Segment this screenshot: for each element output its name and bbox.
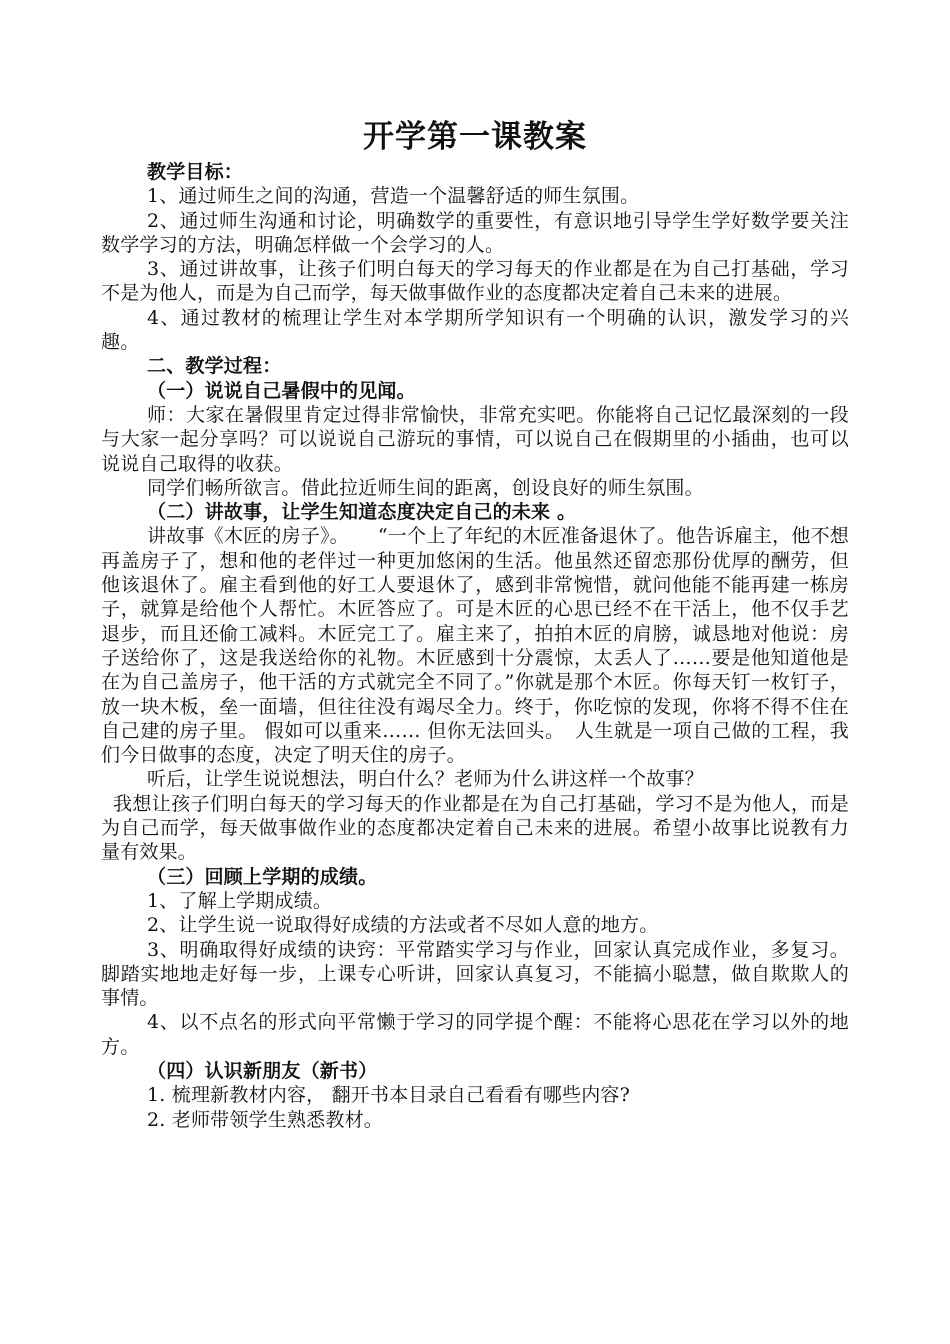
objectives-heading: 教学目标： [147, 161, 244, 183]
list-item: 4、以不点名的形式向平常懒于学习的同学提个醒：不能将心思花在学习以外的地方。 [101, 1011, 849, 1058]
section-heading: （一）说说自己暑假中的见闻。 [147, 379, 416, 402]
list-item: 3、明确取得好成绩的诀窍：平常踏实学习与作业，回家认真完成作业，多复习。脚踏实地地走好每一步，上课专心听讲，回家认真复习，不能搞小聪慧，做自欺欺人的事情。 [101, 938, 849, 1010]
list-item: 1、了解上学期成绩。 [147, 889, 333, 912]
objective-item: 1、通过师生之间的沟通，营造一个温馨舒适的师生氛围。 [147, 185, 640, 208]
document-body [101, 160, 849, 1132]
page-title: 开学第一课教案 [363, 119, 587, 155]
section-heading: （四）认识新朋友（新书） [147, 1059, 378, 1082]
paragraph: 我想让孩子们明白每天的学习每天的作业都是在为自己打基础，学习不是为他人，而是为自己而学，每天做事做作业的态度都决定着自己未来的进展。希望小故事比说教有力量有效果。 [101, 792, 849, 864]
list-item: 1. 梳理新教材内容， 翻开书本目录自己看看有哪些内容? [147, 1084, 630, 1107]
objective-item: 4、通过教材的梳理让学生对本学期所学知识有一个明确的认识，激发学习的兴趣。 [101, 306, 849, 354]
story-paragraph: 讲故事《木匠的房子》。 “一个上了年纪的木匠准备退休了。他告诉雇主，他不想再盖房子了，想和他的老伴过一种更加悠闲的生活。他虽然还留恋那份优厚的酬劳，但他该退休了。雇主看到他的好工人要退休了，感到非常惋惜，就问他能不能再建一栋房子，就算是给他个人帮忙。木匠答应了。可是木匠的心思已经不在干活上，他不仅手艺退步，而且还偷工减料。木匠完工了。雇主来了，拍拍木匠的肩膀，诚恳地对他说：房子送给你了，这是我送给你的礼物。木匠感到十分震惊，太丢人了……要是他知道他是在为自己盖房子，他干活的方式就完全不同了。”你就是那个木匠。你每天钉一枚钉子，放一块木板，垒一面墙，但往往没有竭尽全力。终于，你吃惊的发现，你将不得不住在自己建的房子里。 假如可以重来…… 但你无法回头。 人生就是一项自己做的工程，我们今日做事的态度，决定了明天住的房子。 [101, 525, 849, 767]
paragraph: 同学们畅所欲言。借此拉近师生间的距离，创设良好的师生氛围。 [147, 476, 704, 499]
list-item: 2、让学生说一说取得好成绩的方法或者不尽如人意的地方。 [147, 914, 659, 937]
paragraph: 听后，让学生说说想法，明白什么？老师为什么讲这样一个故事？ [147, 768, 704, 791]
section-heading: （三）回顾上学期的成绩。 [147, 865, 378, 888]
list-item: 2. 老师带领学生熟悉教材。 [147, 1108, 383, 1131]
objective-item: 2、通过师生沟通和讨论，明确数学的重要性，有意识地引导学生学好数学要关注数学学习的方法，明确怎样做一个会学习的人。 [101, 209, 849, 256]
paragraph: 师：大家在暑假里肯定过得非常愉快，非常充实吧。你能将自己记忆最深刻的一段与大家一起分享吗？可以说说自己游玩的事情，可以说自己在假期里的小插曲，也可以说说自己取得的收获。 [101, 403, 849, 475]
objective-item: 3、通过讲故事，让孩子们明白每天的学习每天的作业都是在为自己打基础，学习不是为他人，而是为自己而学，每天做事做作业的态度都决定着自己未来的进展。 [101, 258, 849, 305]
section-heading: （二）讲故事，让学生知道态度决定自己的未来 。 [147, 501, 577, 524]
process-heading: 二、教学过程： [147, 355, 282, 378]
